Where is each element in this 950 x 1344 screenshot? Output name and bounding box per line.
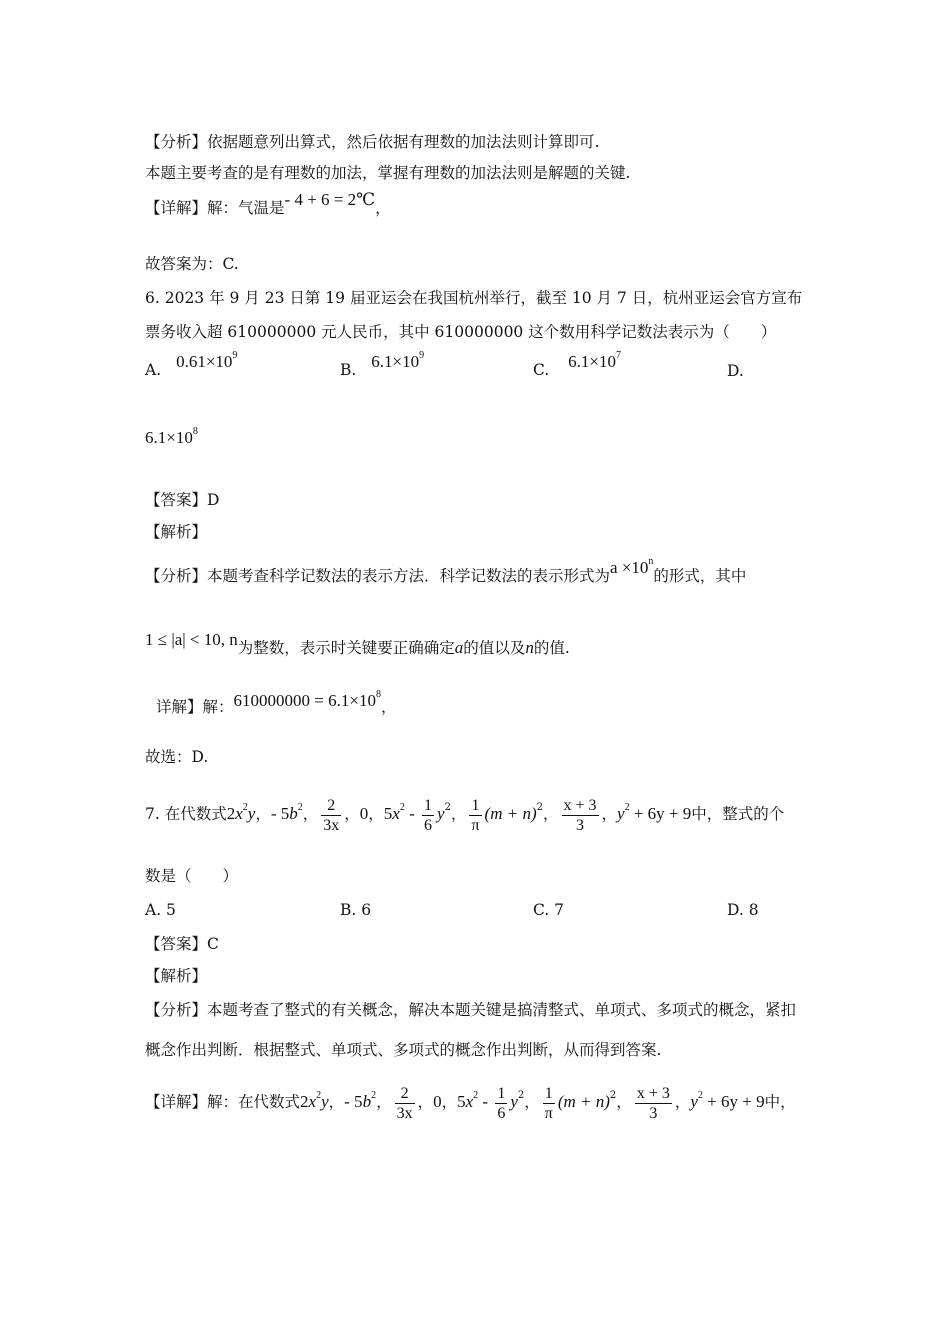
analysis-5-summary: 本题主要考查的是有理数的加法，掌握有理数的加法法则是解题的关键. (145, 164, 631, 182)
detail-prefix: 解：气温是 (207, 199, 285, 217)
question-6-line-1: 6. 2023 年 9 月 23 日第 19 届亚运会在我国杭州举行，截至 10 月 7 日，杭州亚运会官方宣布 (145, 289, 803, 307)
expr-3: $\frac{2}{3x}$ (323, 796, 340, 834)
analysis-label: 【分析】 (145, 133, 208, 151)
choose-6: 故选：D. (145, 748, 209, 766)
analysis-6-condition: 1 ≤ |a| < 10, n为整数，表示时关键要正确确定a的值以及n的值. (145, 630, 570, 657)
option-6-d[interactable]: D. (727, 362, 744, 380)
answer-5-line: 故答案为：C. (145, 255, 239, 273)
option-7-a[interactable]: A. 5 (145, 901, 176, 919)
expr-2: - $5b^2$ (270, 802, 303, 823)
detail-label: 【详解】 (145, 199, 208, 217)
expr-1: $2x^2y$ (226, 802, 256, 823)
sci-notation-form: $a \times 10^n$ (610, 556, 654, 577)
expr-6: $\frac{1}{\pi}$ (471, 796, 480, 834)
analysis-7-line-2: 概念作出判断．根据整式、单项式、多项式的概念作出判断，从而得到答案. (145, 1041, 662, 1059)
analysis-5-line (145, 132, 599, 152)
analysis-6-line: 【分析】本题考查科学记数法的表示方法．科学记数法的表示形式为$a \times 10^n$的形式，其中 (145, 556, 747, 585)
option-6-a[interactable]: A. $0.61\times 10^9$ (145, 350, 238, 379)
question-7-line-2: 数是（ ） (145, 867, 239, 885)
expr-4: 0 (359, 804, 369, 823)
option-7-c[interactable]: C. 7 (533, 901, 565, 919)
answer-7: 【答案】C (145, 935, 219, 953)
option-7-d[interactable]: D. 8 (727, 901, 759, 919)
expr-5: $5x^2$ - (383, 802, 420, 823)
temperature-formula: - 4 + 6 = 2℃ (284, 190, 376, 209)
option-6-b[interactable]: B. $6.1\times 10^9$ (340, 350, 425, 379)
expr-8: $y^2 + 6y + 9$ (617, 802, 692, 823)
option-6-c[interactable]: C. $6.1\times 10^7$ (533, 350, 622, 379)
detail-5-line (145, 190, 391, 218)
detail-7-line: 【详解】解：在代数式$2x^2y$，- $5b^2$， $\frac{2}{3x}$ ，0，$5x^2$ - $\frac{1}{6}$ $y^2$， $\frac{1}{\pi}$ $(m + n)^2$， $\frac{x + 3}{3}$ ，$y^2 + 6y + 9$中， (145, 1084, 796, 1122)
jiexi-6: 【解析】 (145, 523, 208, 541)
expr-7: $\frac{x + 3}{3}$ (563, 796, 597, 834)
answer-6: 【答案】D (145, 491, 220, 509)
jiexi-7: 【解析】 (145, 967, 208, 985)
question-7-line-1: 7. 在代数式$2x^2y$，- $5b^2$， $\frac{2}{3x}$ ，0，$5x^2$ - $\frac{1}{6}$ $y^2$， $\frac{1}{\pi}$ $(m + n)^2$， $\frac{x + 3}{3}$ ，$y^2 + 6y + 9$中，整式的个 (145, 796, 785, 834)
analysis-7-line-1: 【分析】本题考查了整式的有关概念，解决本题关键是搞清整式、单项式、多项式的概念，紧扣 (145, 1001, 797, 1019)
detail-suffix: ， (375, 199, 391, 217)
option-7-b[interactable]: B. 6 (340, 901, 372, 919)
condition-formula: 1 ≤ |a| < 10, n (145, 630, 238, 649)
option-6-d-value: $6.1\times 10^8$ (145, 426, 198, 447)
question-6-line-2: 票务收入超 610000000 元人民币，其中 610000000 这个数用科学记数法表示为（ ） (145, 323, 777, 341)
analysis-text: 依据题意列出算式，然后依据有理数的加法法则计算即可. (207, 133, 600, 151)
detail-6-line: 详解】解：$610000000 = 6.1\times 10^8$， (156, 689, 397, 716)
